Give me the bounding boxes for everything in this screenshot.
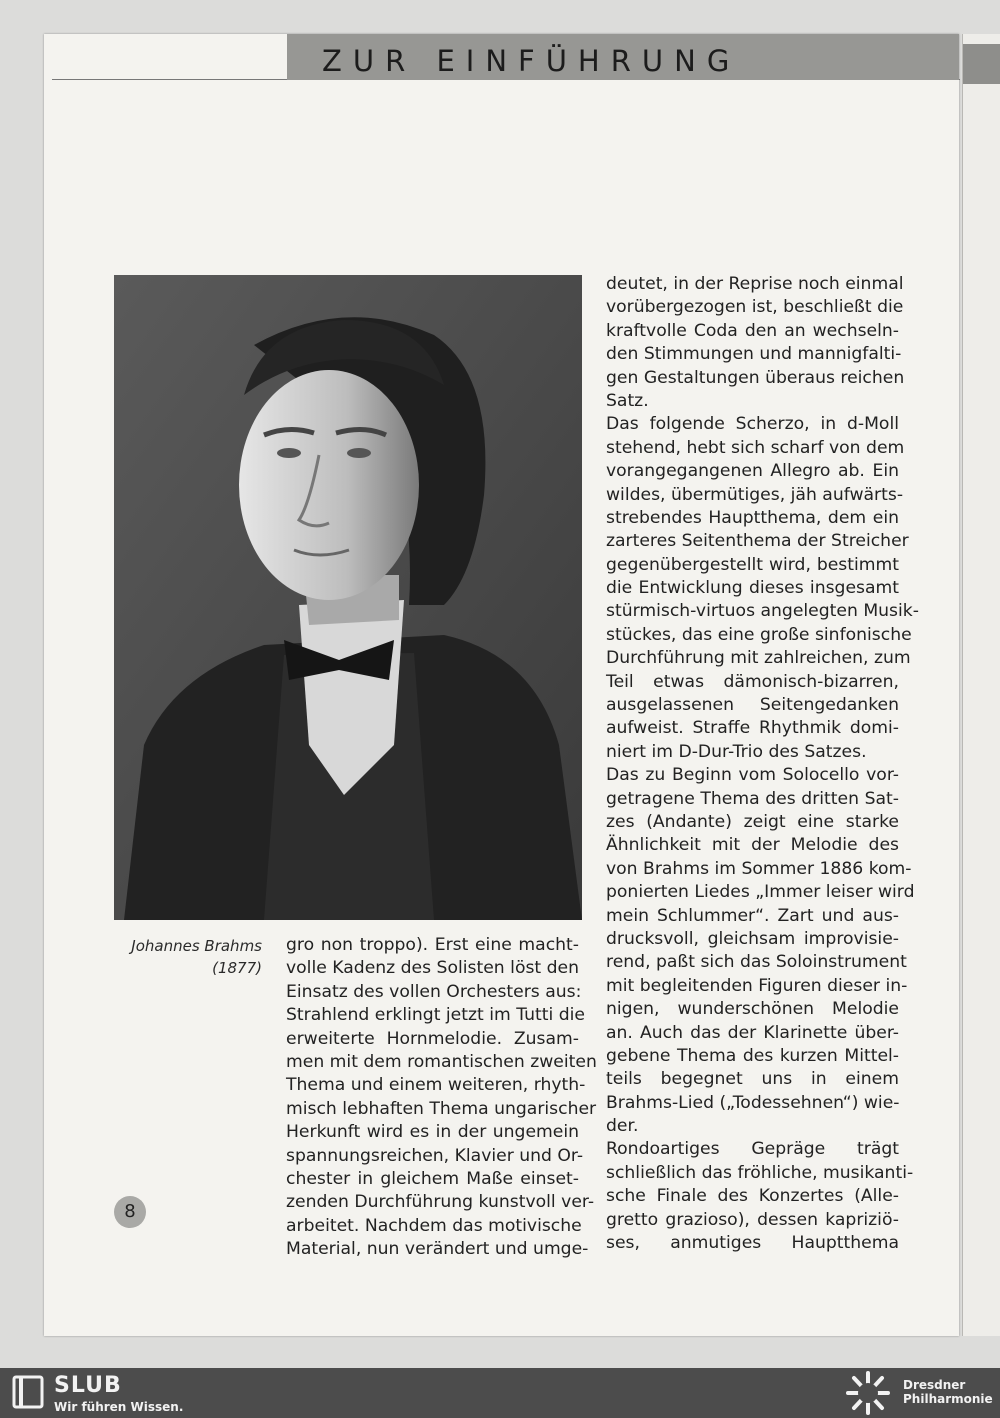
slub-slogan: Wir führen Wissen. [54,1400,184,1414]
caption-year: (1877) [212,959,262,977]
text-line: Satz. [606,390,649,411]
text-line: rend, paßt sich das Soloinstrument [606,952,907,973]
page-number: 8 [114,1196,146,1228]
philharmonie-sunburst-icon [840,1370,896,1416]
text-line: schließlich das fröhliche, musikanti- [606,1162,914,1183]
text-line: ausgelassenen Seitengedanken [606,695,899,716]
text-line: gretto grazioso), dessen kapriziö- [606,1209,899,1230]
text-column-left [286,934,597,1261]
text-line: die Entwicklung dieses insgesamt [606,578,899,599]
brahms-portrait-photo [114,275,582,920]
philharmonie-logo-text [903,1378,993,1406]
section-title: ZUR EINFÜHRUNG [322,44,741,78]
text-line: sche Finale des Konzertes (Alle- [606,1186,899,1207]
text-line: deutet, in der Reprise noch einmal [606,274,904,294]
text-column-right [606,273,919,1255]
text-line: gro non troppo). Erst eine macht- [286,935,579,955]
text-line: Das folgende Scherzo, in d-Moll [606,414,899,435]
text-line: zes (Andante) zeigt eine starke [606,811,899,832]
text-line: mein Schlummer“. Zart und aus- [606,905,899,926]
text-line: men mit dem romantischen zweiten [286,1051,597,1072]
text-line: stürmisch-virtuos angelegten Musik- [606,601,919,622]
text-line: drucksvoll, gleichsam improvisie- [606,928,899,949]
text-line: Material, nun verändert und umge- [286,1239,589,1260]
text-line: vorübergezogen ist, beschließt die [606,297,904,318]
text-line: Teil etwas dämonisch-bizarren, [606,671,899,692]
text-line: chester in gleichem Maße einset- [286,1168,579,1189]
philharmonie-line-1: Dresdner [903,1378,966,1392]
adjacent-page-edge [962,34,1000,1336]
footer-bar [0,1368,1000,1418]
text-line: Das zu Beginn vom Solocello vor- [606,765,899,786]
text-line: stehend, hebt sich scharf von dem [606,437,905,458]
text-line: Thema und einem weiteren, rhyth- [286,1075,586,1096]
text-line: Herkunft wird es in der ungemein [286,1122,579,1143]
adjacent-page-header-band [963,44,1000,84]
text-line: kraftvolle Coda den an wechseln- [606,320,899,341]
text-line: zenden Durchführung kunstvoll ver- [286,1192,595,1213]
text-line: volle Kadenz des Solisten löst den [286,958,579,979]
caption-name: Johannes Brahms [131,937,262,955]
text-line: erweiterte Hornmelodie. Zusam- [286,1028,579,1049]
text-line: Durchführung mit zahlreichen, zum [606,648,911,669]
text-line: der. [606,1116,639,1137]
text-line: ponierten Liedes „Immer leiser wird [606,882,915,903]
text-line: Einsatz des vollen Orchesters aus: [286,981,582,1002]
figure-caption [112,935,262,979]
philharmonie-line-2: Philharmonie [903,1392,993,1406]
text-line: aufweist. Straffe Rhythmik domi- [606,718,899,739]
text-line: mit begleitenden Figuren dieser in- [606,975,908,996]
text-line: gebene Thema des kurzen Mittel- [606,1045,899,1066]
text-line: arbeitet. Nachdem das motivische [286,1215,582,1236]
text-line: vorangegangenen Allegro ab. Ein [606,461,899,482]
text-line: nigen, wunderschönen Melodie [606,999,899,1020]
text-line: von Brahms im Sommer 1886 kom- [606,858,912,879]
text-line: ses, anmutiges Hauptthema [606,1233,899,1254]
text-line: an. Auch das der Klarinette über- [606,1022,899,1043]
text-line: niert im D-Dur-Trio des Satzes. [606,741,867,762]
text-line: stückes, das eine große sinfonische [606,624,912,645]
text-line: Brahms-Lied („Todessehnen“) wie- [606,1092,900,1113]
text-line: Ähnlichkeit mit der Melodie des [606,835,899,856]
text-line: den Stimmungen und mannigfalti- [606,344,902,365]
text-line: teils begegnet uns in einem [606,1069,899,1090]
text-line: Strahlend erklingt jetzt im Tutti die [286,1005,585,1026]
text-line: Rondoartiges Gepräge trägt [606,1139,899,1160]
text-line: gen Gestaltungen überaus reichen [606,367,905,388]
text-line: spannungsreichen, Klavier und Or- [286,1145,584,1166]
text-line: wildes, übermütiges, jäh aufwärts- [606,484,904,505]
text-line: strebendes Hauptthema, dem ein [606,507,899,528]
text-line: misch lebhaften Thema ungarischer [286,1098,597,1119]
slub-logo-text: SLUB [54,1373,122,1398]
text-line: zarteres Seitenthema der Streicher [606,531,909,552]
slub-book-icon [12,1374,46,1410]
text-line: gegenübergestellt wird, bestimmt [606,554,899,575]
text-line: getragene Thema des dritten Sat- [606,788,899,809]
